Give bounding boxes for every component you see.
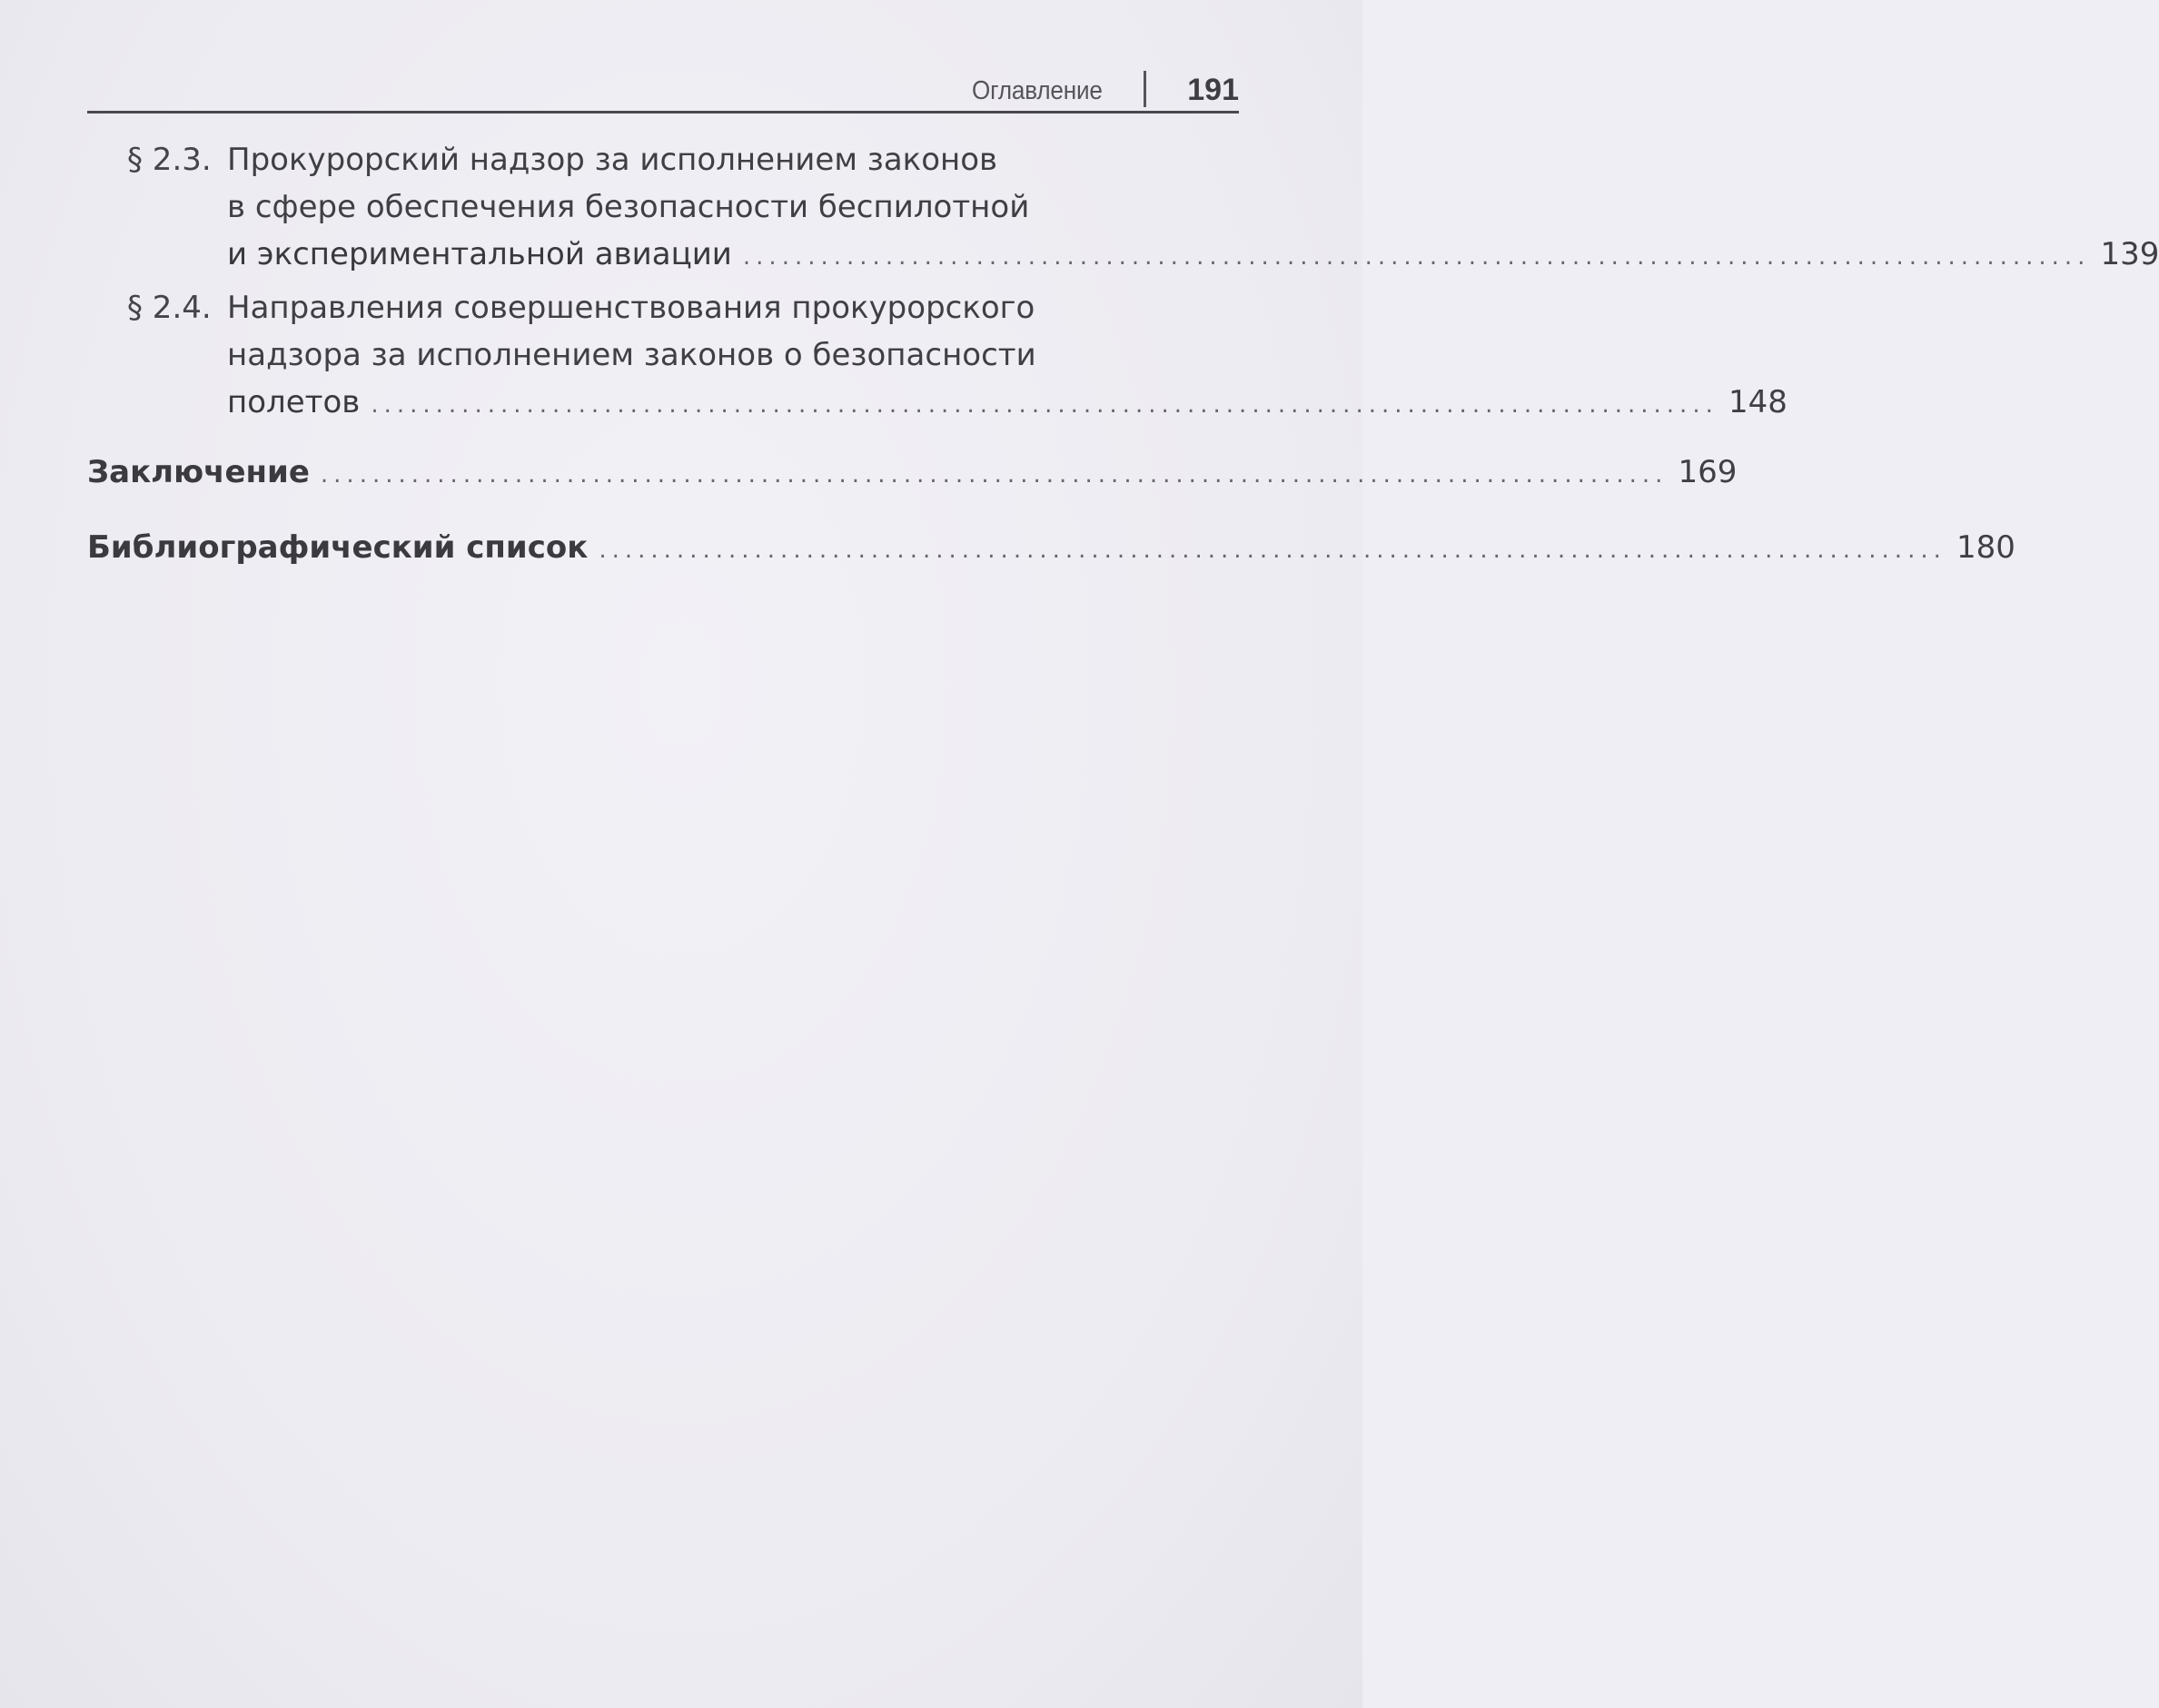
toc-entry-title: Библиографический список [87, 529, 589, 566]
toc-entry-last-line [87, 449, 1738, 499]
toc-entry-2-4 [87, 284, 1788, 429]
toc-entry-line: надзора за исполнением законов о безопасности [227, 337, 1036, 373]
toc-entry-line: Направления совершенствования прокурорского [227, 290, 1035, 326]
toc-entry-line: и экспериментальной авиации [227, 236, 732, 272]
toc-entry-last-line [87, 524, 2015, 574]
page-number: 191 [1187, 73, 1239, 107]
toc-entry-page: 169 [1678, 454, 1738, 490]
table-of-contents [87, 136, 2159, 574]
toc-entry-title: Заключение [87, 454, 310, 490]
toc-entry-bibliography [87, 524, 2015, 574]
toc-entry-page: 139 [2100, 236, 2159, 272]
dot-leader: ........................................................................................................ [371, 391, 1718, 419]
toc-entry-2-3 [87, 136, 2159, 281]
running-head-title: Оглавление [972, 76, 1103, 105]
toc-entry-body [87, 449, 1738, 499]
toc-entry-line: Прокурорский надзор за исполнением законов [227, 142, 998, 178]
dot-leader: ........................................................................................................ [742, 243, 2091, 271]
toc-entry-number: § 2.4. [127, 290, 212, 326]
toc-entry-last-line [227, 379, 1788, 429]
toc-entry-body [227, 284, 1788, 429]
toc-entry-body [87, 524, 2015, 574]
toc-entry-conclusion [87, 449, 1738, 499]
dot-leader: ........................................................................................................ [599, 537, 1946, 564]
running-head [87, 71, 1239, 114]
toc-entry-last-line [227, 231, 2159, 281]
toc-entry-page: 180 [1956, 529, 2015, 566]
toc-entry-line: полетов [227, 384, 361, 420]
toc-entry-number: § 2.3. [127, 142, 212, 178]
toc-entry-body [227, 136, 2159, 281]
toc-entry-line: в сфере обеспечения безопасности беспилотной [227, 189, 1030, 225]
dot-leader: ........................................................................................................ [320, 461, 1669, 489]
running-head-separator [1144, 71, 1146, 107]
toc-entry-page: 148 [1728, 384, 1788, 420]
